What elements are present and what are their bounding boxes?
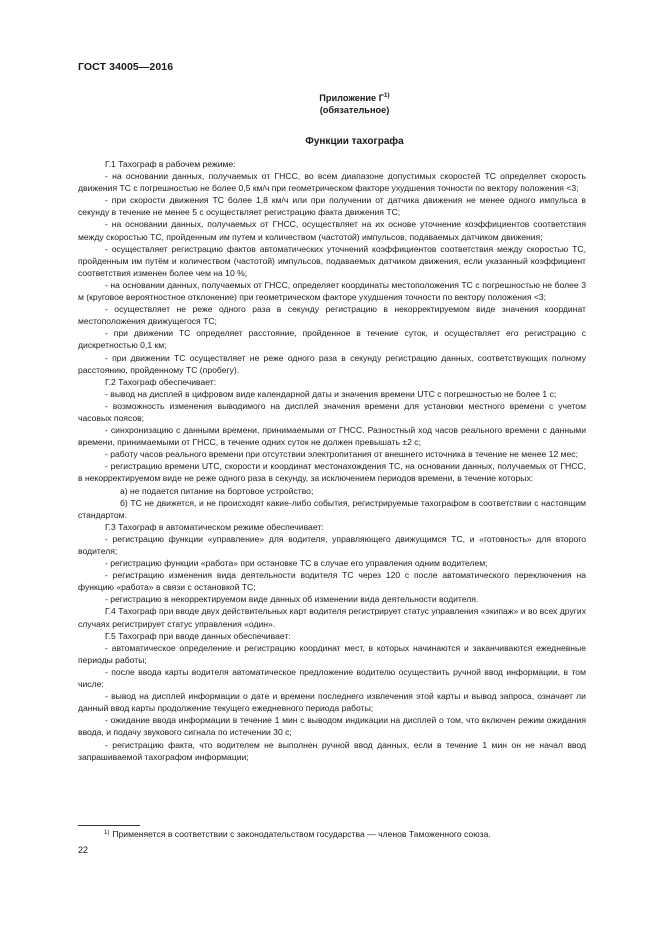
paragraph: - после ввода карты водителя автоматическое предложение водителю осуществить ручной ввод информации, в том числе: [78,666,586,690]
paragraph: - при движении ТС осуществляет не реже одного раза в секунду регистрацию данных, соответствующих полному расстоянию, пройденному ТС (пробегу). [78,352,586,375]
paragraph: - на основании данных, получаемых от ГНСС, определяет координаты местоположения ТС с погрешностью не более 3 м (круговое вероятностное отклонение) при геометрическом факторе ухудшения точности по вектору положения <3; [78,279,586,303]
paragraph: - вывод на дисплей информации о дате и времени последнего извлечения этой карты и вывод запроса, означает ли данный ввод карты продолжение текущего ежедневного периода работы; [78,691,586,714]
paragraph: Г.4 Тахограф при вводе двух действительных карт водителя регистрирует статус управления «экипаж» и во всех других случаях регистрирует статус управления «один». [78,606,586,629]
paragraph: - регистрацию в некорректируемом виде данных об изменении вида деятельности водителя. [105,594,479,605]
body-text [78,158,586,763]
footnote-text: Применяется в соответствии с законодательством государства — членов Таможенного союза. [112,829,491,839]
paragraph: Г.1 Тахограф в рабочем режиме: [105,159,236,169]
paragraph: - при движении ТС определяет расстояние, пройденное в течение суток, и осуществляет его регистрацию с дискретностью 0,1 км; [78,328,586,351]
paragraph: - на основании данных, получаемых от ГНСС, во всем диапазоне допустимых скоростей ТС определяет скорость движения ТС с погрешностью не более 0,5 км/ч при геометрическом факторе ухудшения точности по вектору положения <3; [78,171,586,194]
paragraph: - на основании данных, получаемых от ГНСС, осуществляет на их основе уточнение коэффициентов соответствия между скоростью ТС, пройденным им путем и количеством (частотой) импульсов, подаваемых датчиком движения; [78,219,586,242]
page-number: 22 [78,845,89,855]
paragraph: - работу часов реального времени при отсутствии электропитания от внешнего источника в течение не менее 12 мес; [105,449,578,460]
paragraph: - синхронизацию с данными времени, принимаемыми от ГНСС. Разностный ход часов реального времени с данными времени, принимаемыми от ГНСС, в течение одних суток не должен превышать ±2 с; [78,425,586,448]
paragraph: - ожидание ввода информации в течение 1 мин с выводом индикации на дисплей о том, что включен режим ожидания ввода, и подачу звукового сигнала по истечении 30 с; [78,715,586,738]
paragraph: - возможность изменения выводимого на дисплей значения времени для установки местного времени с учетом часовых поясов; [78,400,586,423]
paragraph: б) ТС не движется, и не происходят какие-либо события, регистрируемые тахографом в соответствии с настоящим стандартом. [78,497,586,520]
appendix-label-line [48,92,661,104]
paragraph: Г.3 Тахограф в автоматическом режиме обеспечивает: [105,521,324,532]
footnote-divider [78,825,140,826]
footnote [104,829,586,840]
paragraph: - автоматическое определение и регистрацию координат мест, в которых начинаются и заканчиваются ежедневные периоды работы; [78,642,586,665]
appendix-heading [0,92,661,116]
standard-code: ГОСТ 34005—2016 [78,61,174,73]
paragraph: а) не подается питание на бортовое устройство; [120,485,314,496]
paragraph: Г.2 Тахограф обеспечивает: [105,376,217,387]
paragraph: - при скорости движения ТС более 1,8 км/ч или при получении от датчика движения не менее одного импульса в секунду в течение не менее 5 с осуществляет регистрацию факта движения ТС; [78,195,586,218]
footnote-marker: 1) [104,830,110,836]
appendix-label: Приложение Г [319,93,384,103]
paragraph: - регистрацию функции «работа» при остановке ТС в случае его управления одним водителем; [105,558,488,569]
section-title: Функции тахографа [305,136,404,147]
paragraph: - вывод на дисплей в цифровом виде календарной даты и значения времени UTC с погрешностью не более 1 с; [105,388,557,399]
paragraph: - регистрацию времени UTC, скорости и координат местонахождения ТС, на основании данных, получаемых от ГНСС, в некорректируемом виде не реже одного раза в секунду, за исключением периодов времени, в течение которых: [78,461,586,484]
paragraph: Г.5 Тахограф при вводе данных обеспечивает: [105,630,291,641]
paragraph: - осуществляет не реже одного раза в секунду регистрацию в некорректируемом виде значения координат местоположения движущегося ТС; [78,304,586,327]
appendix-footnote-ref: 1) [383,92,390,99]
paragraph: - регистрацию функции «управление» для водителя, управляющего движущимся ТС, и «готовность» для второго водителя; [78,533,586,556]
appendix-status: (обязательное) [319,105,390,115]
paragraph: - регистрацию изменения вида деятельности водителя ТС через 120 с после автоматического переключения на функцию «работа» в связи с остановкой ТС; [78,570,586,593]
paragraph: - регистрацию факта, что водителем не выполнен ручной ввод данных, если в течение 1 мин он не начал ввод запрашиваемой тахографом информации; [78,739,586,762]
paragraph: - осуществляет регистрацию фактов автоматических уточнений коэффициентов соответствия между скоростью ТС, пройденным им путём и количеством (частотой) импульсов, подаваемых датчиком движения, если указанный коэффициент соответствия изменен более чем на 10 %; [78,243,586,278]
